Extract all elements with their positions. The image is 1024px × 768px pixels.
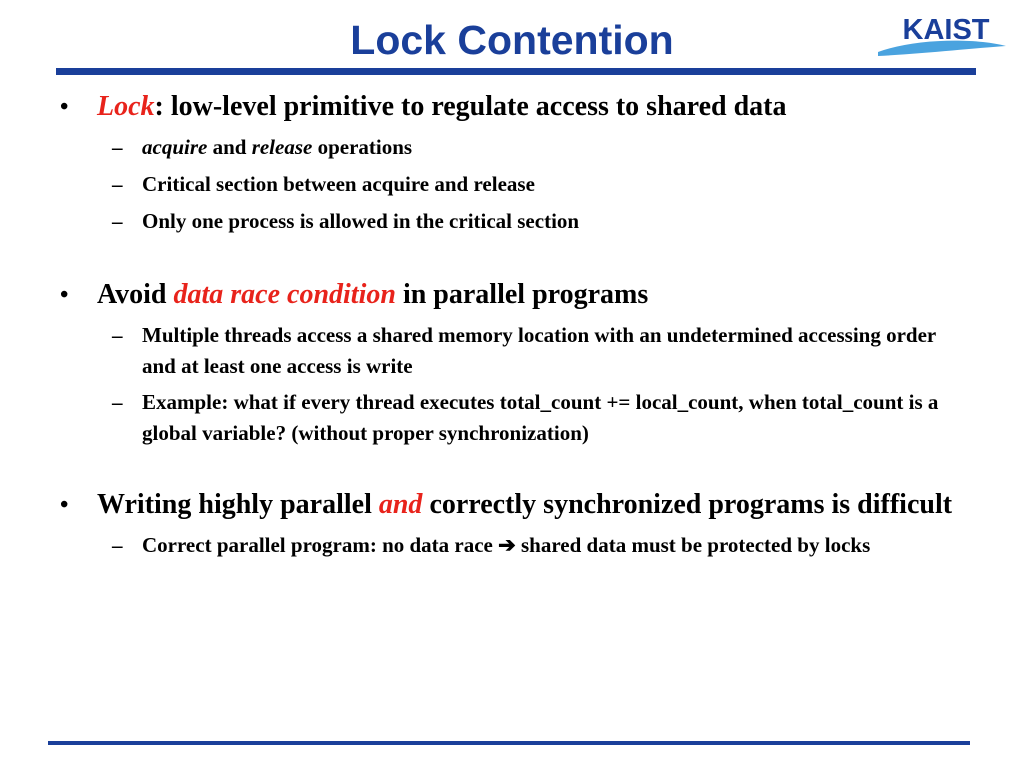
spacer bbox=[58, 449, 958, 485]
bullet-text-lead: Writing highly parallel bbox=[97, 489, 379, 520]
spacer bbox=[58, 237, 958, 275]
term-and: and bbox=[378, 489, 423, 520]
sub-bullet-marker: – bbox=[112, 172, 123, 196]
sub-bullet-critical-section bbox=[58, 169, 958, 200]
sub-bullet-text: Only one process is allowed in the critical section bbox=[142, 209, 580, 233]
bullet-marker: • bbox=[60, 492, 69, 518]
sub-bullet-marker: – bbox=[112, 323, 123, 347]
title-divider bbox=[56, 68, 976, 75]
sub-bullet-marker: – bbox=[112, 533, 123, 557]
sub-bullet-data-race-definition bbox=[58, 320, 958, 382]
bullet-data-race bbox=[58, 275, 958, 315]
term-lock: Lock bbox=[97, 91, 155, 122]
sub-bullet-marker: – bbox=[112, 209, 123, 233]
bullet-lock-definition bbox=[58, 87, 958, 127]
slide-title: Lock Contention bbox=[350, 17, 674, 63]
bullet-text-lead: Avoid bbox=[97, 279, 174, 310]
sub-bullet-text: Example: what if every thread executes total_count += local_count, when total_count is a global variable? (without proper synchronization) bbox=[142, 390, 939, 445]
sub-bullet-text: Critical section between acquire and release bbox=[142, 172, 535, 196]
arrow-right-icon: ➔ bbox=[498, 533, 516, 557]
sub-bullet-text-tail: shared data must be protected by locks bbox=[515, 533, 871, 557]
sub-bullet-operations bbox=[58, 132, 958, 163]
sub-bullet-text: Multiple threads access a shared memory location with an undetermined accessing order and at least one access is write bbox=[142, 323, 936, 378]
bullet-text-tail: correctly synchronized programs is difficult bbox=[422, 489, 953, 520]
sub-bullet-correct-program bbox=[58, 530, 958, 561]
term-data-race-condition: data race condition bbox=[173, 279, 396, 310]
sub-bullet-marker: – bbox=[112, 135, 123, 159]
sub-bullet-marker: – bbox=[112, 390, 123, 414]
bullet-text-tail: in parallel programs bbox=[395, 279, 649, 310]
sub-bullet-example bbox=[58, 387, 958, 449]
term-release: release bbox=[251, 135, 313, 159]
sub-bullet-text-lead: Correct parallel program: no data race bbox=[142, 533, 499, 557]
conjunction-text: and bbox=[207, 135, 252, 159]
footer-divider bbox=[48, 741, 970, 745]
bullet-difficulty bbox=[58, 485, 958, 525]
bullet-marker: • bbox=[60, 282, 69, 308]
slide-body bbox=[58, 87, 958, 561]
operations-text: operations bbox=[312, 135, 413, 159]
kaist-logo bbox=[876, 8, 1008, 64]
lock-definition-text: : low-level primitive to regulate access to shared data bbox=[154, 91, 787, 122]
bullet-marker: • bbox=[60, 94, 69, 120]
sub-bullet-one-process bbox=[58, 206, 958, 237]
logo-text: KAIST bbox=[902, 14, 990, 46]
term-acquire: acquire bbox=[142, 135, 208, 159]
